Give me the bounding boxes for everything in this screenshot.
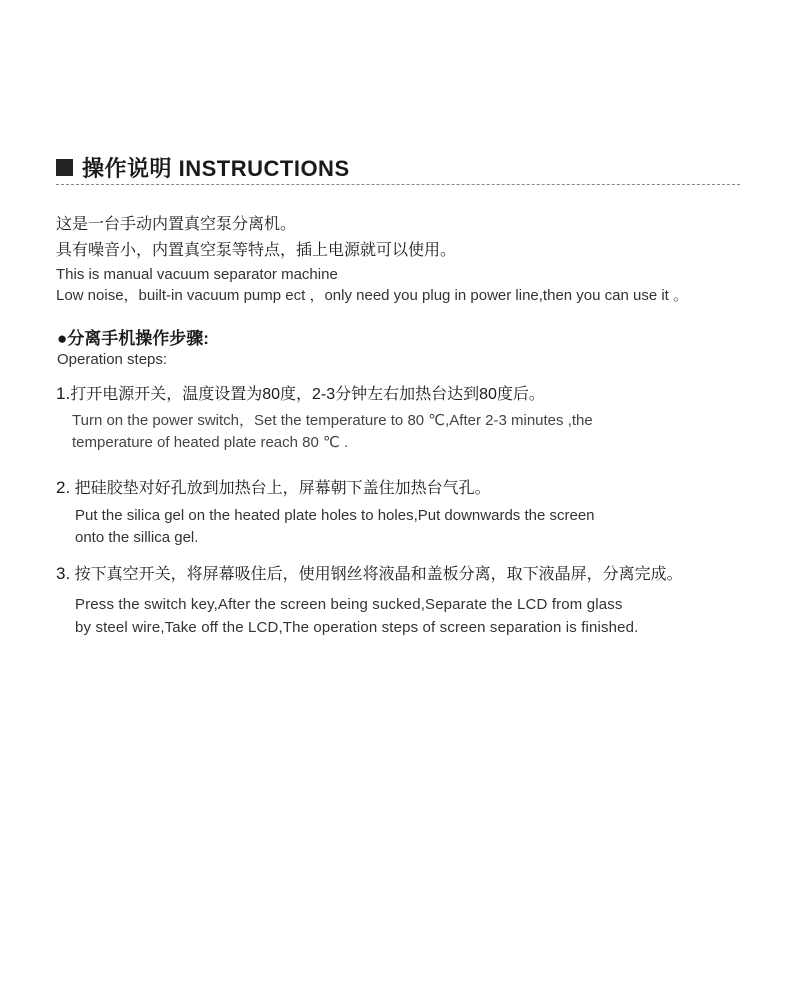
step-zh-text: 按下真空开关，将屏幕吸住后，使用钢丝将液晶和盖板分离，取下液晶屏，分离完成。: [74, 566, 683, 583]
step-2: [56, 476, 746, 549]
step-1: [56, 382, 746, 454]
steps-heading: [57, 328, 209, 370]
page-title: 操作说明 INSTRUCTIONS: [82, 156, 350, 181]
dashed-divider: [56, 184, 740, 185]
step-number: 3.: [56, 564, 71, 583]
step-en-description: [72, 410, 746, 454]
step-en-line-1: Put the silica gel on the heated plate holes to holes,Put downwards the screen: [75, 507, 595, 524]
intro-en-line-2: Low noise，built-in vacuum pump ect ，only need you plug in power line,then you can use it 。: [56, 287, 689, 304]
steps-heading-en: Operation steps:: [57, 351, 168, 368]
intro-en-line-1: This is manual vacuum separator machine: [56, 266, 338, 283]
step-zh-text: 打开电源开关，温度设置为80度，2-3分钟左右加热台达到80度后。: [70, 386, 545, 403]
step-en-line-2: by steel wire,Take off the LCD,The operation steps of screen separation is finished.: [75, 619, 639, 636]
step-number: 2.: [56, 478, 71, 497]
steps-heading-zh: ●分离手机操作步骤:: [57, 329, 209, 348]
intro-zh-line-2: 具有噪音小，内置真空泵等特点，插上电源就可以使用。: [56, 242, 457, 259]
step-zh-text: 把硅胶垫对好孔放到加热台上，屏幕朝下盖住加热台气孔。: [74, 480, 491, 497]
section-header: [56, 152, 350, 183]
step-en-line-1: Press the switch key,After the screen being sucked,Separate the LCD from glass: [75, 596, 623, 613]
step-en-line-2: onto the sillica gel.: [75, 529, 199, 546]
step-en-line-2: temperature of heated plate reach 80 ℃ .: [72, 434, 349, 451]
intro-zh-line-1: 这是一台手动内置真空泵分离机。: [56, 216, 297, 233]
step-en-description: [75, 593, 746, 639]
step-3: [56, 562, 746, 639]
step-number: 1.: [56, 384, 71, 403]
step-en-description: [75, 505, 746, 549]
intro-block: [56, 212, 756, 306]
step-en-line-1: Turn on the power switch，Set the temperature to 80 ℃,After 2-3 minutes ,the: [72, 412, 593, 429]
square-bullet-icon: [56, 159, 73, 176]
